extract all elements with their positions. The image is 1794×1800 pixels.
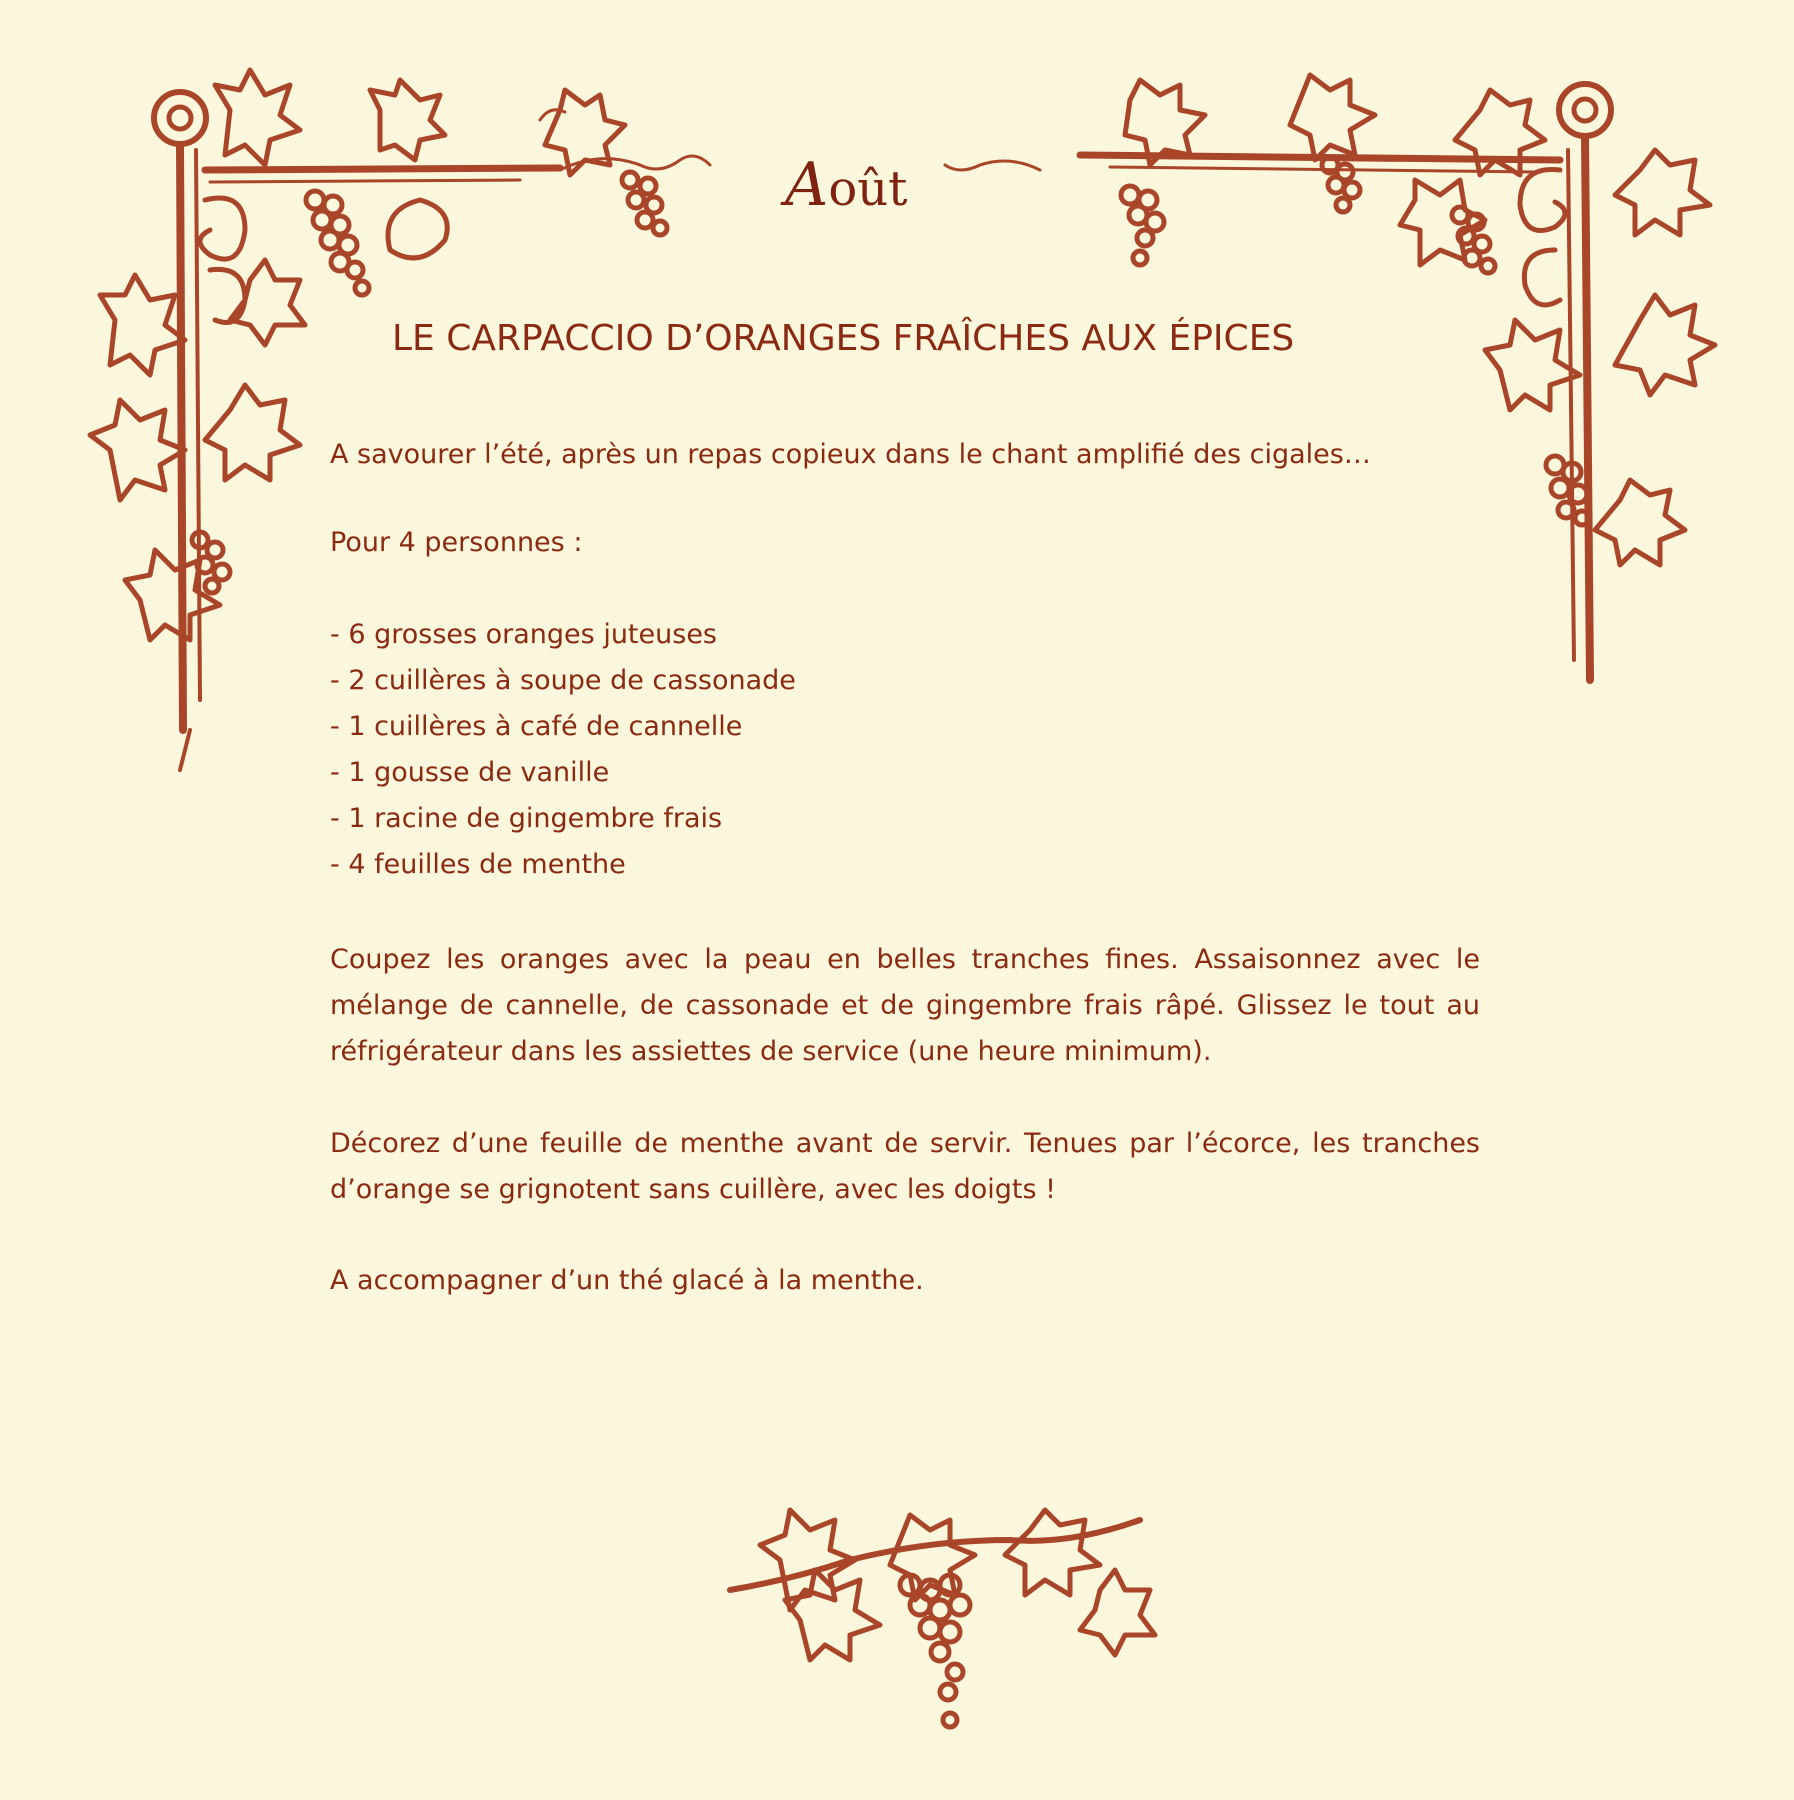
month-heading (785, 150, 907, 220)
ingredient-item: - 4 feuilles de menthe (330, 849, 626, 880)
recipe-step-serving: Décorez d’une feuille de menthe avant de servir. Tenues par l’écorce, les tranches d’orange se grignotent sans cuillère, avec les doigts ! (330, 1128, 1480, 1205)
recipe-intro: A savourer l’été, après un repas copieux dans le chant amplifié des cigales… (330, 439, 1371, 470)
ingredient-item: - 1 racine de gingembre frais (330, 803, 723, 834)
recipe-step-preparation: Coupez les oranges avec la peau en belles tranches fines. Assaisonnez avec le mélange de cannelle, de cassonade et de gingembre frais râpé. Glissez le tout au réfrigérateur dans les assiettes de service (une heure minimum). (330, 944, 1480, 1067)
ingredient-item: - 2 cuillères à soupe de cassonade (330, 665, 796, 696)
bottom-vine-icon (730, 1510, 1155, 1727)
recipe-pairing: A accompagner d’un thé glacé à la menthe. (330, 1265, 924, 1296)
ingredient-item: - 1 gousse de vanille (330, 757, 610, 788)
ingredient-item: - 1 cuillères à café de cannelle (330, 711, 743, 742)
ingredients-list (330, 612, 796, 888)
top-right-vine-icon (945, 75, 1715, 680)
recipe-servings: Pour 4 personnes : (330, 527, 583, 558)
ingredient-item: - 6 grosses oranges juteuses (330, 619, 717, 650)
month-initial: A (785, 150, 829, 220)
month-rest: oût (828, 161, 908, 217)
recipe-title: LE CARPACCIO D’ORANGES FRAÎCHES AUX ÉPICES (392, 318, 1295, 359)
